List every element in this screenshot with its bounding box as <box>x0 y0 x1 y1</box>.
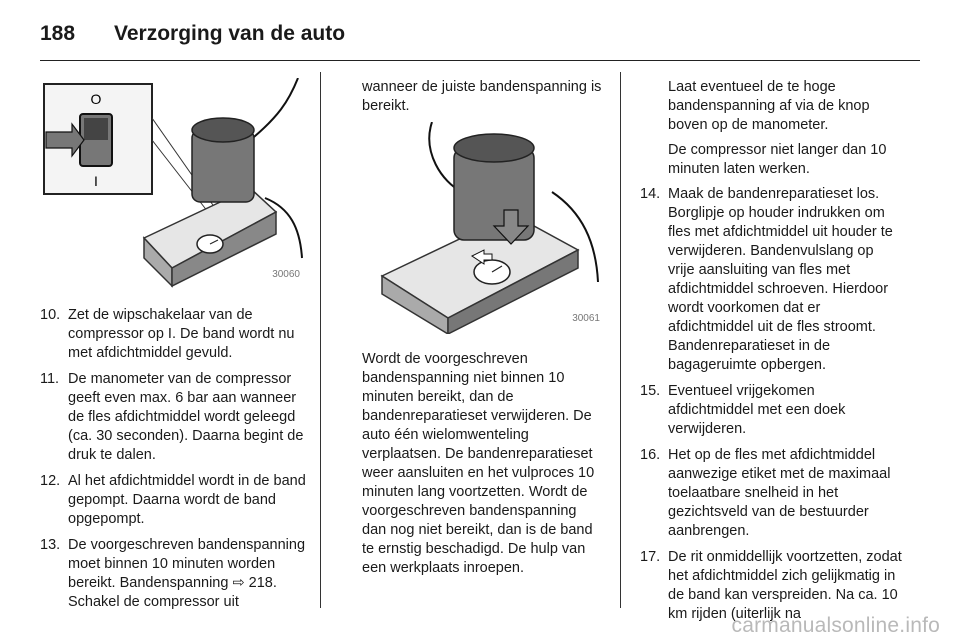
list-item <box>40 306 308 363</box>
header-rule <box>40 60 920 61</box>
page-title: Verzorging van de auto <box>114 22 346 45</box>
step-text: Al het afdichtmiddel wordt in de band gepompt. Daarna wordt de band opgepompt. <box>68 473 306 527</box>
step-text: Maak de bandenreparatieset los. Borglipje op houder indrukken om fles met afdichtmiddel uit houder te verwijderen. Bandenvulslang op vrije aansluiting van fles met afdichtmiddel schroeven. Hierdoor wordt voorkomen dat er afdichtmiddel uit de fles stroomt. Bandenreparatieset in de bagageruimte opbergen. <box>668 186 893 373</box>
step-number: 15. <box>640 383 661 399</box>
list-item <box>640 185 902 375</box>
column-2 <box>362 78 604 584</box>
page-number: 188 <box>40 22 76 45</box>
rocker-switch-top <box>84 118 108 140</box>
compressor-illustration <box>40 78 308 290</box>
step-text: Zet de wipschakelaar van de compressor op I. De band wordt nu met afdichtmiddel gevuld. <box>68 307 295 361</box>
continued-text: wanneer de juiste bandenspanning is bereikt. <box>362 79 602 114</box>
steps-list <box>640 185 902 624</box>
step-number: 12. <box>40 473 61 489</box>
paragraph: Wordt de voorgeschreven bandenspanning niet binnen 10 minuten bereikt, dan de bandenreparatieset verwijderen. De auto één wielomwenteling verplaatsen. De bandenreparatieset weer aansluiten en het vulproces 10 minuten lang voortzetten. Wordt de voorgeschreven bandenspanning dan nog niet bereikt, dan is de band te ernstig beschadigd. De hulp van een werkplaats inroepen. <box>362 351 595 576</box>
compressor-switch-figure <box>40 78 308 290</box>
sealant-bottle-cap <box>454 134 534 162</box>
compressor-gauge-figure <box>362 122 608 334</box>
compressor-illustration <box>362 122 608 334</box>
switch-label-off: O <box>90 91 102 107</box>
page-header <box>40 14 920 54</box>
sealant-bottle-cap <box>192 118 254 142</box>
steps-list <box>40 306 308 612</box>
step-number: 14. <box>640 186 661 202</box>
paragraph: De compressor niet langer dan 10 minuten laten werken. <box>668 142 887 177</box>
figure-code: 30061 <box>572 313 600 324</box>
step-text: Het op de fles met afdichtmiddel aanwezige etiket met de maximaal toelaatbare snelheid in het gezichtsveld van de bestuurder aanbrengen. <box>668 447 891 539</box>
step-number: 16. <box>640 447 661 463</box>
list-item <box>40 536 308 612</box>
step-number: 10. <box>40 307 61 323</box>
step-text: Eventueel vrijgekomen afdichtmiddel met een doek verwijderen. <box>668 383 846 437</box>
step-text: De manometer van de compressor geeft even max. 6 bar aan wanneer de fles afdichtmiddel wordt geleegd (ca. 30 seconden). Daarna begint de druk te dalen. <box>68 371 304 463</box>
list-item <box>640 548 902 624</box>
step-number: 13. <box>40 537 61 553</box>
figure-code: 30060 <box>272 269 300 280</box>
step-text: De voorgeschreven bandenspanning moet binnen 10 minuten worden bereikt. Bandenspanning ⇨ 218. Schakel de compressor uit <box>68 537 306 610</box>
column-divider <box>320 72 321 608</box>
step-number: 17. <box>640 549 661 565</box>
step-number: 11. <box>40 371 60 387</box>
list-item <box>40 370 308 465</box>
switch-label-on: I <box>94 173 98 189</box>
column-divider <box>620 72 621 608</box>
paragraph: Laat eventueel de te hoge bandenspanning af via de knop boven op de manometer. <box>668 79 870 133</box>
column-1 <box>40 78 308 619</box>
column-3 <box>640 78 902 631</box>
watermark: carmanualsonline.info <box>731 614 940 637</box>
list-item <box>40 472 308 529</box>
list-item <box>640 382 902 439</box>
step-text: De rit onmiddellijk voortzetten, zodat het afdichtmiddel zich gelijkmatig in de band kan verspreiden. Na ca. 10 km rijden (uiterlijk na <box>668 549 902 622</box>
list-item <box>640 446 902 541</box>
